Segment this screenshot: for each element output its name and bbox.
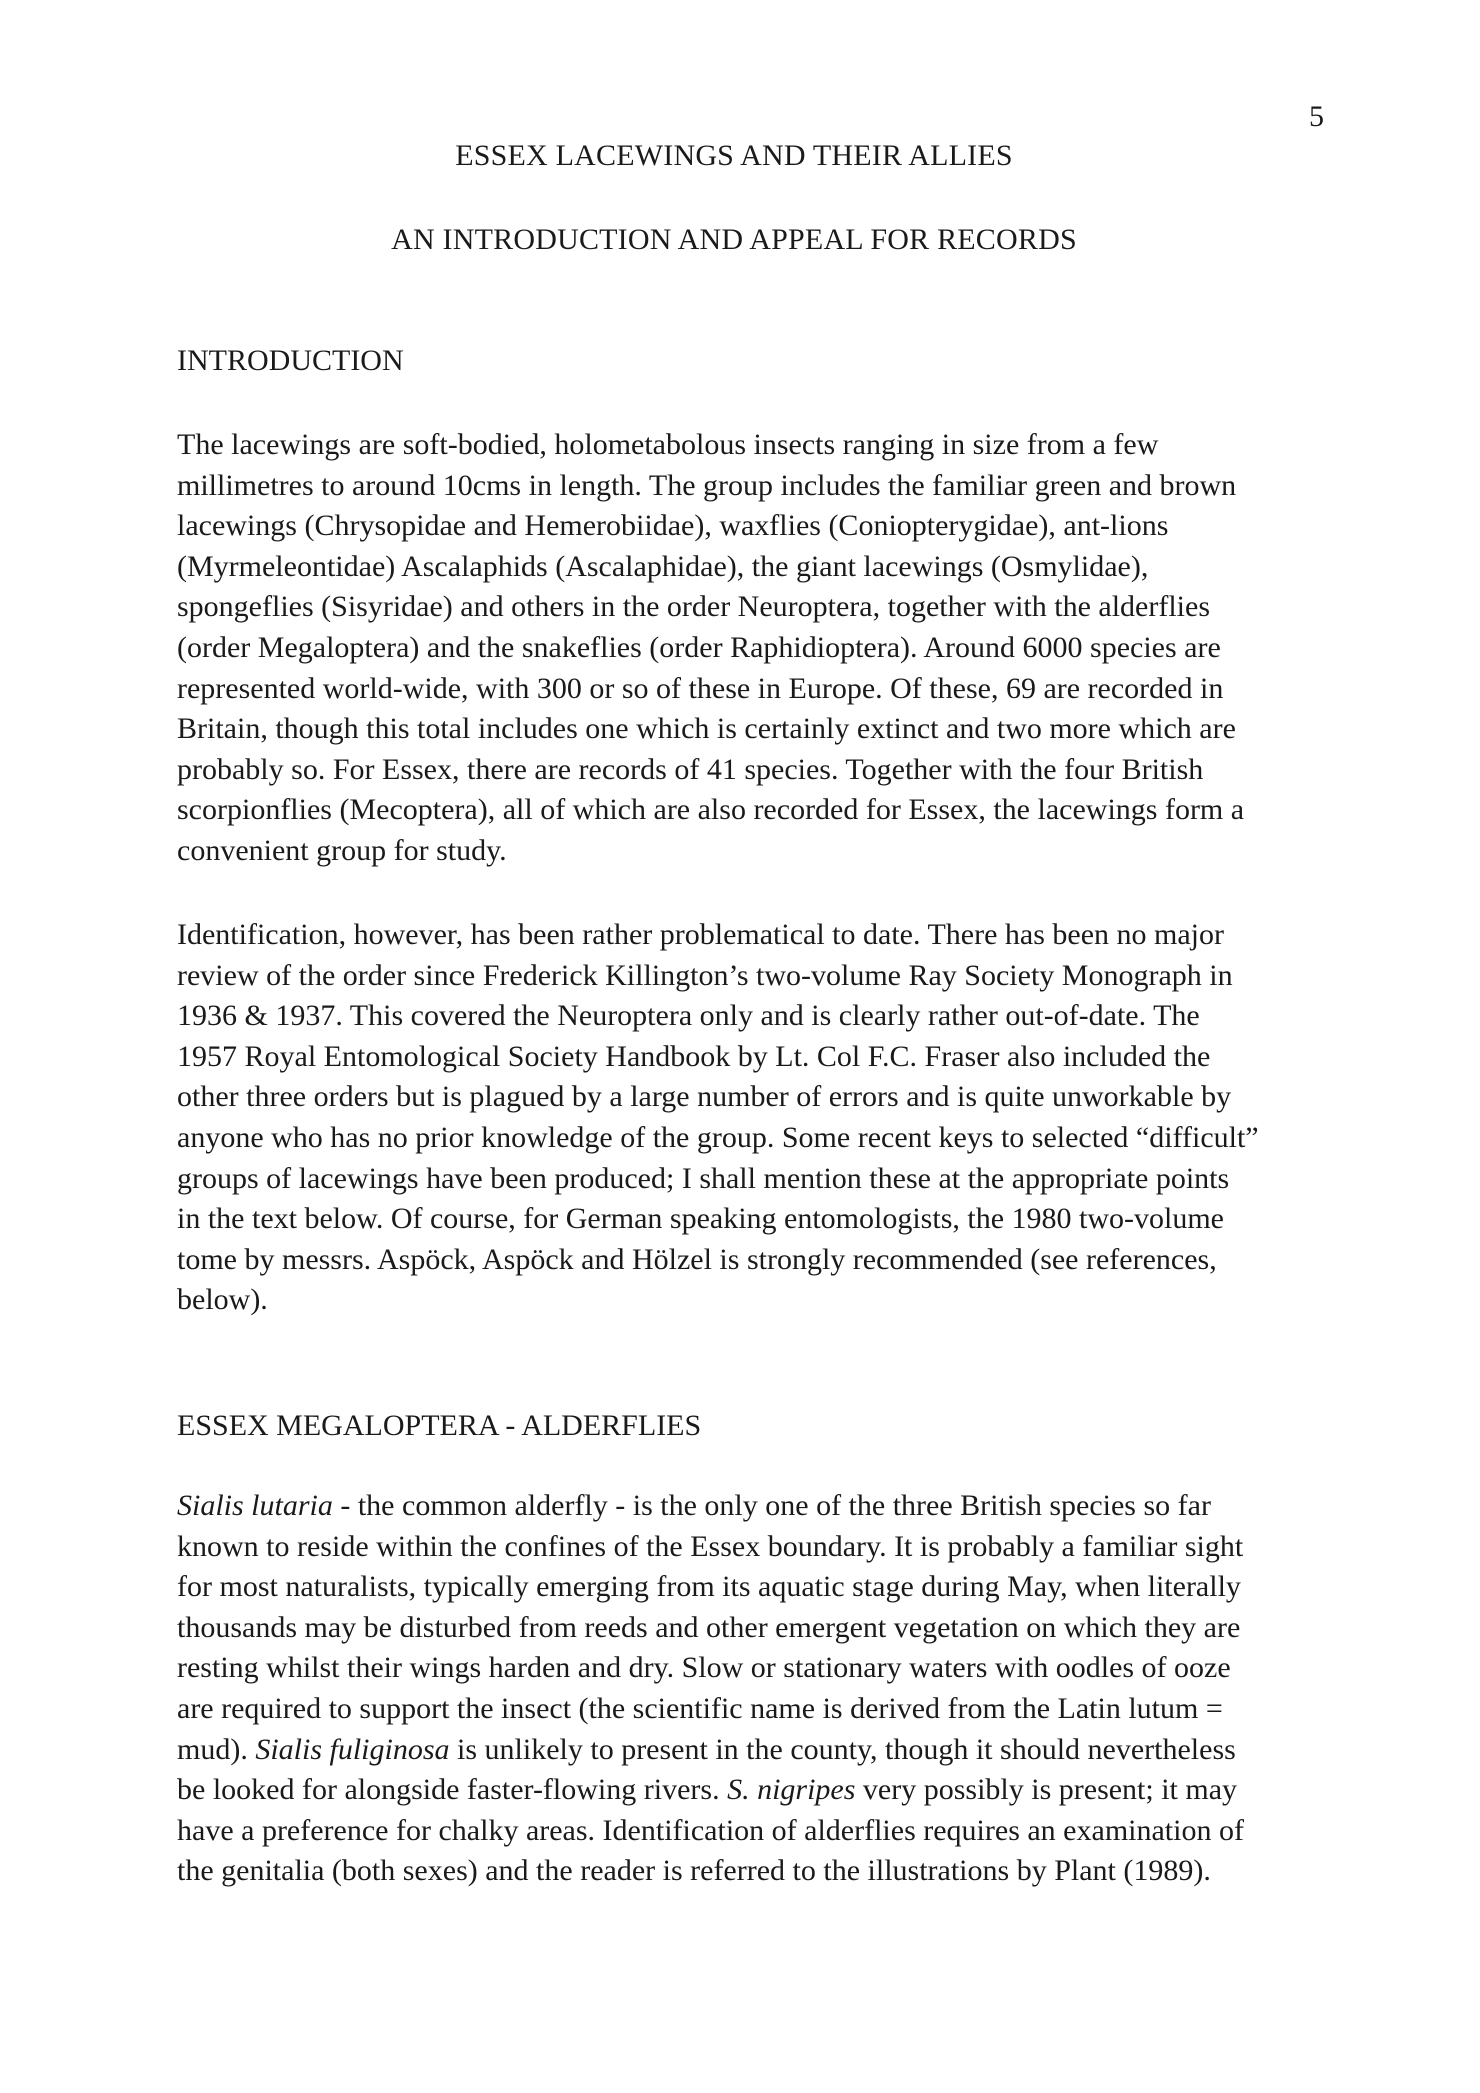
text-line: review of the order since Frederick Killington’s two-volume Ray Society Monograph in: [177, 958, 1233, 992]
text-line: [177, 1527, 1337, 1568]
text-line: Britain, though this total includes one which is certainly extinct and two more which are: [177, 712, 1236, 746]
text-run: thousands may be disturbed from reeds and other emergent vegetation on which they are: [177, 1610, 1241, 1644]
text-line: in the text below. Of course, for German speaking entomologists, the 1980 two-volume: [177, 1202, 1224, 1236]
section-heading-megaloptera: ESSEX MEGALOPTERA - ALDERFLIES: [177, 1409, 702, 1442]
paragraph-alderflies: [177, 1486, 1337, 1892]
text-run: known to reside within the confines of the Essex boundary. It is probably a familiar sight: [177, 1529, 1244, 1563]
text-line: below).: [177, 1283, 268, 1317]
text-run: very possibly is present; it may: [855, 1773, 1238, 1807]
text-line: (order Megaloptera) and the snakeflies (order Raphidioptera). Around 6000 species are: [177, 630, 1221, 664]
text-line: probably so. For Essex, there are records of 41 species. Together with the four British: [177, 752, 1204, 786]
document-title: ESSEX LACEWINGS AND THEIR ALLIES: [455, 139, 1013, 172]
text-run: be looked for alongside faster-flowing rivers.: [177, 1773, 728, 1807]
text-run: for most naturalists, typically emerging from its aquatic stage during May, when literally: [177, 1570, 1241, 1604]
text-run: resting whilst their wings harden and dry. Slow or stationary waters with oodles of ooze: [177, 1651, 1231, 1685]
text-line: groups of lacewings have been produced; I shall mention these at the appropriate points: [177, 1161, 1230, 1195]
text-line: lacewings (Chrysopidae and Hemerobiidae), waxflies (Coniopterygidae), ant-lions: [177, 509, 1169, 543]
text-line: The lacewings are soft-bodied, holometabolous insects ranging in size from a few: [177, 428, 1159, 461]
text-line: tome by messrs. Aspöck, Aspöck and Hölzel is strongly recommended (see references,: [177, 1242, 1217, 1276]
text-line: [177, 1770, 1337, 1811]
text-run: - the common alderfly - is the only one of the three British species so far: [332, 1489, 1211, 1522]
page-number: 5: [1309, 100, 1324, 133]
species-name: S. nigripes: [727, 1773, 856, 1807]
text-line: 1936 & 1937. This covered the Neuroptera only and is clearly rather out-of-date. The: [177, 999, 1200, 1033]
text-line: 1957 Royal Entomological Society Handbook by Lt. Col F.C. Fraser also included the: [177, 1039, 1211, 1073]
text-line: [177, 1689, 1337, 1730]
text-run: mud).: [177, 1732, 256, 1766]
text-line: [177, 1811, 1337, 1852]
text-line: [177, 1608, 1337, 1649]
species-name: Sialis lutaria: [177, 1489, 333, 1522]
paragraph-introduction-1: [177, 425, 1337, 872]
text-line: [177, 1486, 1337, 1527]
text-run: is unlikely to present in the county, though it should nevertheless: [449, 1732, 1236, 1766]
species-name: Sialis fuliginosa: [255, 1732, 450, 1766]
text-line: [177, 1730, 1337, 1771]
text-line: convenient group for study.: [177, 833, 507, 867]
document-subtitle: AN INTRODUCTION AND APPEAL FOR RECORDS: [391, 223, 1077, 256]
text-line: [177, 1851, 1337, 1892]
text-line: scorpionflies (Mecoptera), all of which are also recorded for Essex, the lacewings form a: [177, 793, 1245, 827]
text-run: have a preference for chalky areas. Identification of alderflies requires an examination of: [177, 1813, 1244, 1847]
text-line: represented world-wide, with 300 or so of these in Europe. Of these, 69 are recorded in: [177, 671, 1224, 705]
text-line: [177, 1648, 1337, 1689]
text-run: are required to support the insect (the scientific name is derived from the Latin lutum =: [177, 1691, 1223, 1725]
text-line: spongeflies (Sisyridae) and others in the order Neuroptera, together with the alderflies: [177, 590, 1210, 624]
text-line: Identification, however, has been rather problematical to date. There has been no major: [177, 918, 1224, 951]
paragraph-introduction-2: [177, 915, 1337, 1321]
text-line: millimetres to around 10cms in length. The group includes the familiar green and brown: [177, 468, 1237, 502]
text-line: other three orders but is plagued by a large number of errors and is quite unworkable by: [177, 1080, 1232, 1114]
text-line: anyone who has no prior knowledge of the group. Some recent keys to selected “difficult”: [177, 1120, 1259, 1154]
section-heading-introduction: INTRODUCTION: [177, 344, 404, 377]
text-run: the genitalia (both sexes) and the reader is referred to the illustrations by Plant (1989).: [177, 1854, 1211, 1888]
text-line: [177, 1567, 1337, 1608]
text-line: (Myrmeleontidae) Ascalaphids (Ascalaphidae), the giant lacewings (Osmylidae),: [177, 549, 1149, 583]
